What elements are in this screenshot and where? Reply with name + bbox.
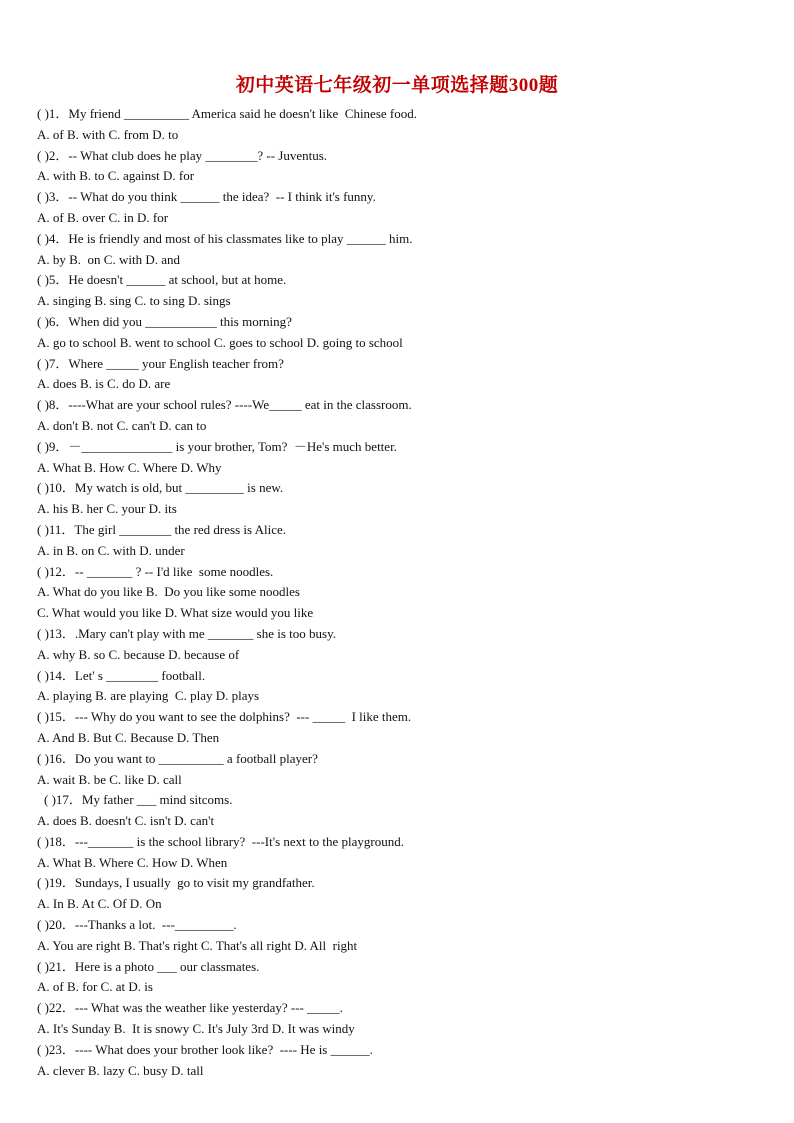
question-line: ( )20．---Thanks a lot. ---_________. bbox=[37, 917, 237, 933]
options-line: A. singing B. sing C. to sing D. sings bbox=[37, 293, 231, 309]
options-line: A. clever B. lazy C. busy D. tall bbox=[37, 1062, 204, 1078]
options-line: A. playing B. are playing C. play D. plays bbox=[37, 688, 260, 704]
options-line: A. What B. Where C. How D. When bbox=[37, 854, 228, 870]
question-line: ( )13．.Mary can't play with me _______ she is too busy. bbox=[37, 625, 337, 641]
options-line: A. of B. with C. from D. to bbox=[37, 126, 179, 142]
options-line: A. why B. so C. because D. because of bbox=[37, 646, 240, 662]
question-line: ( )19．Sundays, I usually go to visit my grandfather. bbox=[37, 875, 315, 891]
question-line: ( )15．--- Why do you want to see the dolphins? --- _____ I like them. bbox=[37, 709, 412, 725]
options-line: A. It's Sunday B. It is snowy C. It's July 3rd D. It was windy bbox=[37, 1021, 355, 1037]
question-line: ( )8．----What are your school rules? ----We_____ eat in the classroom. bbox=[37, 397, 412, 413]
options-line: A. by B. on C. with D. and bbox=[37, 251, 180, 267]
options-line: A. go to school B. went to school C. goes to school D. going to school bbox=[37, 334, 403, 350]
options-line: A. What B. How C. Where D. Why bbox=[37, 459, 222, 475]
options-line: A. does B. is C. do D. are bbox=[37, 376, 171, 392]
options-line: C. What would you like D. What size would you like bbox=[37, 605, 314, 621]
options-line: A. You are right B. That's right C. That's all right D. All right bbox=[37, 937, 358, 953]
question-line: ( )1．My friend __________ America said he doesn't like Chinese food. bbox=[37, 106, 417, 121]
question-line: ( )4．He is friendly and most of his classmates like to play ______ him. bbox=[37, 230, 413, 246]
question-line: ( )5．He doesn't ______ at school, but at home. bbox=[37, 272, 287, 288]
options-line: A. In B. At C. Of D. On bbox=[37, 896, 162, 912]
options-line: A. does B. doesn't C. isn't D. can't bbox=[37, 813, 215, 829]
options-line: A. of B. over C. in D. for bbox=[37, 209, 169, 225]
options-line: A. And B. But C. Because D. Then bbox=[37, 729, 220, 745]
question-line: ( )6．When did you ___________ this morning? bbox=[37, 313, 292, 329]
question-line: ( )18．---_______ is the school library? ---It's next to the playground. bbox=[37, 833, 404, 849]
question-line: ( )9．－______________ is your brother, Tom? －He's much better. bbox=[37, 438, 397, 454]
options-line: A. with B. to C. against D. for bbox=[37, 168, 195, 184]
options-line: A. of B. for C. at D. is bbox=[37, 979, 153, 995]
options-line: A. in B. on C. with D. under bbox=[37, 542, 185, 558]
question-line: ( )7．Where _____ your English teacher from? bbox=[37, 355, 284, 371]
question-line: ( )17．My father ___ mind sitcoms. bbox=[44, 792, 233, 808]
question-line: ( )11．The girl ________ the red dress is Alice. bbox=[37, 521, 286, 537]
question-line: ( )12．-- _______ ? -- I'd like some noodles. bbox=[37, 563, 274, 579]
options-line: A. What do you like B. Do you like some noodles bbox=[37, 584, 300, 600]
question-line: ( )23．---- What does your brother look like? ---- He is ______. bbox=[37, 1041, 373, 1057]
question-line: ( )3．-- What do you think ______ the idea? -- I think it's funny. bbox=[37, 189, 376, 205]
question-line: ( )10．My watch is old, but _________ is new. bbox=[37, 480, 284, 496]
question-line: ( )21．Here is a photo ___ our classmates. bbox=[37, 958, 260, 974]
question-line: ( )22．--- What was the weather like yesterday? --- _____. bbox=[37, 1000, 343, 1016]
question-line: ( )16．Do you want to __________ a football player? bbox=[37, 750, 318, 766]
options-line: A. wait B. be C. like D. call bbox=[37, 771, 182, 787]
question-list bbox=[37, 104, 757, 1081]
options-line: A. don't B. not C. can't D. can to bbox=[37, 417, 207, 433]
options-line: A. his B. her C. your D. its bbox=[37, 501, 177, 517]
question-line: ( )2．-- What club does he play ________? -- Juventus. bbox=[37, 147, 328, 163]
question-line: ( )14．Let' s ________ football. bbox=[37, 667, 206, 683]
page-title: 初中英语七年级初一单项选择题300题 bbox=[235, 75, 559, 96]
